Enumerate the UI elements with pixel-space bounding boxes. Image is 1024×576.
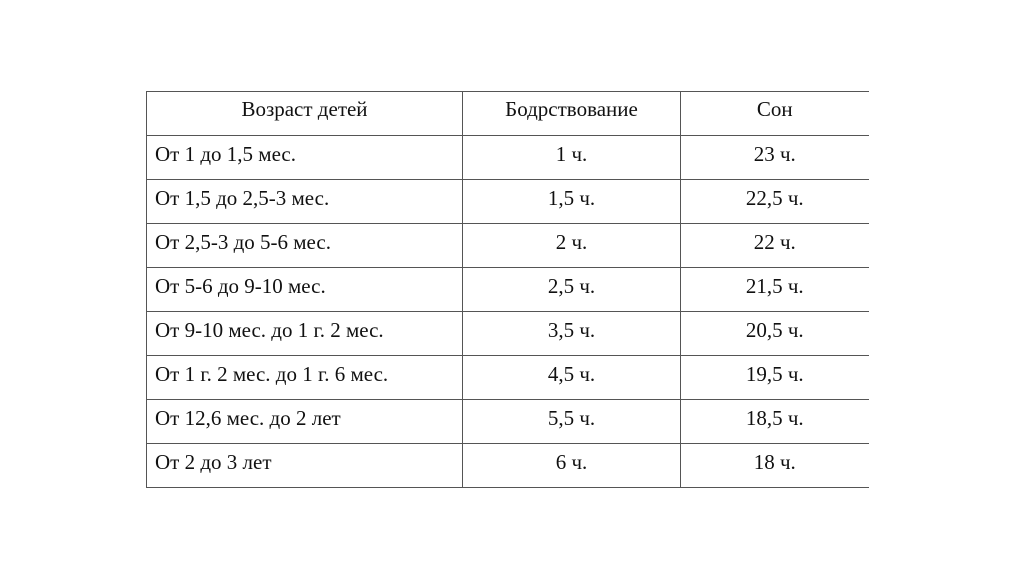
cell-sleep: 21,5 ч.: [681, 268, 869, 312]
sleep-schedule-table-container: [146, 91, 868, 488]
cell-sleep: 18,5 ч.: [681, 400, 869, 444]
cell-wakefulness: 3,5 ч.: [463, 312, 681, 356]
table-row: [147, 400, 869, 444]
cell-wakefulness: 2 ч.: [463, 224, 681, 268]
table-body: [147, 136, 869, 488]
cell-wakefulness: 1 ч.: [463, 136, 681, 180]
table-row: [147, 356, 869, 400]
table-row: [147, 444, 869, 488]
cell-age: От 5-6 до 9-10 мес.: [147, 268, 463, 312]
header-age: Возраст детей: [147, 92, 463, 136]
header-wakefulness: Бодрствование: [463, 92, 681, 136]
cell-age: От 2,5-3 до 5-6 мес.: [147, 224, 463, 268]
cell-age: От 9-10 мес. до 1 г. 2 мес.: [147, 312, 463, 356]
table-header: [147, 92, 869, 136]
header-sleep: Сон: [681, 92, 869, 136]
cell-sleep: 20,5 ч.: [681, 312, 869, 356]
cell-age: От 1 г. 2 мес. до 1 г. 6 мес.: [147, 356, 463, 400]
cell-wakefulness: 4,5 ч.: [463, 356, 681, 400]
cell-age: От 12,6 мес. до 2 лет: [147, 400, 463, 444]
cell-age: От 1,5 до 2,5-3 мес.: [147, 180, 463, 224]
table-row: [147, 136, 869, 180]
cell-sleep: 18 ч.: [681, 444, 869, 488]
header-row: [147, 92, 869, 136]
table-row: [147, 268, 869, 312]
cell-age: От 1 до 1,5 мес.: [147, 136, 463, 180]
table-row: [147, 180, 869, 224]
table-row: [147, 224, 869, 268]
cell-age: От 2 до 3 лет: [147, 444, 463, 488]
cell-wakefulness: 6 ч.: [463, 444, 681, 488]
cell-wakefulness: 5,5 ч.: [463, 400, 681, 444]
cell-sleep: 23 ч.: [681, 136, 869, 180]
table-row: [147, 312, 869, 356]
cell-sleep: 19,5 ч.: [681, 356, 869, 400]
cell-sleep: 22,5 ч.: [681, 180, 869, 224]
cell-sleep: 22 ч.: [681, 224, 869, 268]
cell-wakefulness: 2,5 ч.: [463, 268, 681, 312]
cell-wakefulness: 1,5 ч.: [463, 180, 681, 224]
sleep-schedule-table: [146, 91, 869, 488]
